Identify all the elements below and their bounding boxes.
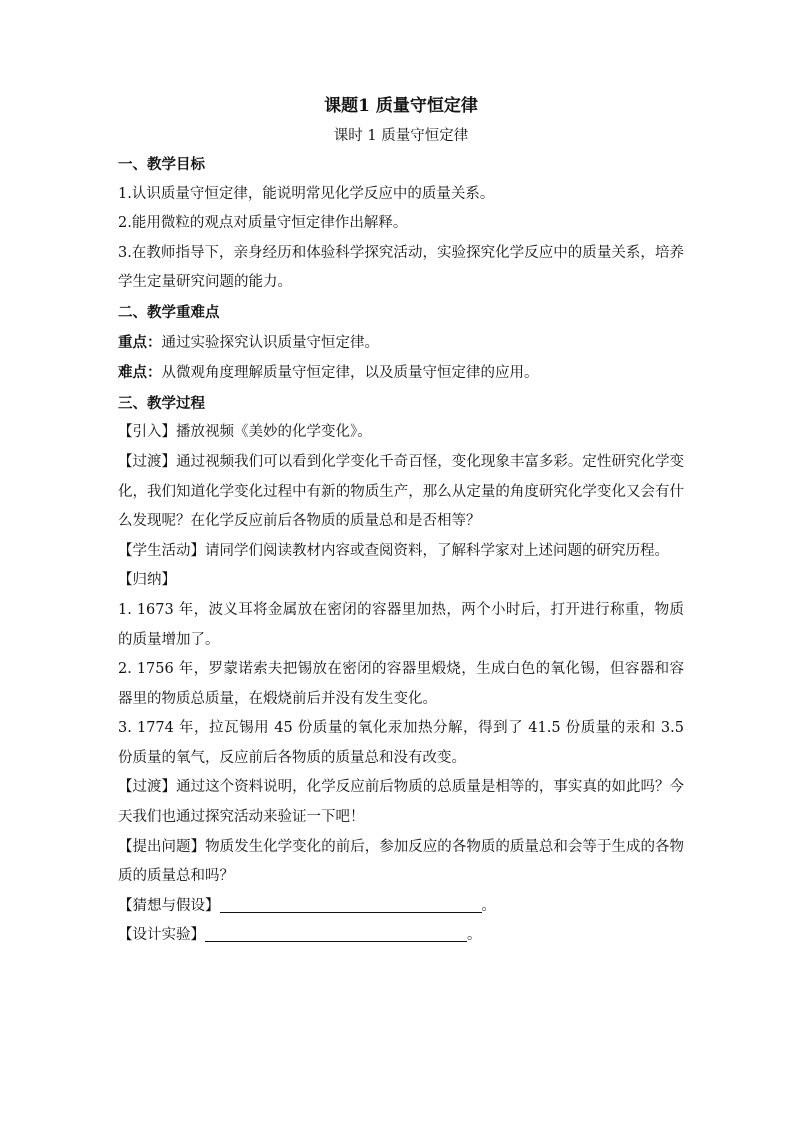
process-hypothesis: [118, 892, 684, 922]
process-student-activity: [118, 537, 684, 567]
objective-item: 1.认识质量守恒定律，能说明常见化学反应中的质量关系。: [118, 185, 495, 202]
activity-text: 请同学们阅读教材内容或查阅资料，了解科学家对上述问题的研究历程。: [205, 542, 669, 559]
design-end: 。: [467, 927, 482, 944]
document-page: [118, 92, 684, 951]
process-question: [118, 833, 684, 892]
activity-tag: 【学生活动】: [118, 542, 205, 559]
key-point-label: 重点：: [118, 333, 162, 351]
process-transition-1: [118, 448, 684, 537]
intro-tag: 【引入】: [118, 424, 176, 441]
key-point-text: 通过实验探究认识质量守恒定律。: [161, 334, 379, 351]
section-heading-process: 三、教学过程: [118, 394, 205, 412]
objective-item: 3.在教师指导下，亲身经历和体验科学探究活动，实验探究化学反应中的质量关系，培养学生定量研究问题的能力。: [118, 244, 684, 291]
transition-tag: 【过渡】: [118, 453, 177, 470]
process-intro: [118, 418, 684, 448]
transition-text: 通过这个资料说明，化学反应前后物质的总质量是相等的，事实真的如此吗？今天我们也通过探究活动来验证一下吧！: [118, 779, 685, 826]
summary-item: 2. 1756 年，罗蒙诺索夫把锡放在密闭的容器里煅烧，生成白色的氧化锡，但容器和容器里的物质总质量，在煅烧前后并没有发生变化。: [118, 661, 684, 707]
intro-text: 播放视频《美妙的化学变化》。: [176, 424, 372, 441]
document-title: 课题1 质量守恒定律: [324, 96, 478, 116]
objective-item: 2.能用微粒的观点对质量守恒定律作出解释。: [118, 215, 408, 232]
process-transition-2: [118, 773, 684, 832]
question-text: 物质发生化学变化的前后，参加反应的各物质的质量总和会等于生成的各物质的质量总和吗？: [118, 838, 685, 885]
design-tag: 【设计实验】: [118, 927, 205, 944]
section-heading-key-points: 二、教学重难点: [118, 303, 220, 321]
difficult-point-label: 难点：: [118, 364, 162, 382]
summary-item: 1. 1673 年，波义耳将金属放在密闭的容器里加热，两个小时后，打开进行称重，物质的质量增加了。: [118, 601, 684, 648]
difficult-point: [118, 358, 684, 389]
process-design: [118, 921, 684, 951]
key-point: [118, 328, 684, 359]
hypothesis-blank[interactable]: [220, 894, 482, 913]
hypothesis-tag: 【猜想与假设】: [118, 897, 220, 914]
summary-item: 3. 1774 年，拉瓦锡用 45 份质量的氧化汞加热分解，得到了 41.5 份质量的汞和 3.5 份质量的氧气，反应前后各物质的质量总和没有改变。: [118, 720, 684, 766]
transition-text: 通过视频我们可以看到化学变化千奇百怪，变化现象丰富多彩。定性研究化学变化，我们知道化学变化过程中有新的物质生产，那么从定量的角度研究化学变化又会有什么发现呢？在化学反应前后各物质的质量总和是否相等？: [118, 453, 685, 530]
section-heading-objectives: 一、教学目标: [118, 156, 205, 173]
hypothesis-end: 。: [481, 897, 496, 914]
design-blank[interactable]: [205, 923, 467, 942]
document-subtitle: 课时 1 质量守恒定律: [333, 128, 469, 144]
question-tag: 【提出问题】: [118, 838, 206, 855]
difficult-point-text: 从微观角度理解质量守恒定律，以及质量守恒定律的应用。: [161, 365, 539, 382]
transition-tag: 【过渡】: [118, 779, 177, 796]
summary-tag: 【归纳】: [118, 572, 176, 589]
